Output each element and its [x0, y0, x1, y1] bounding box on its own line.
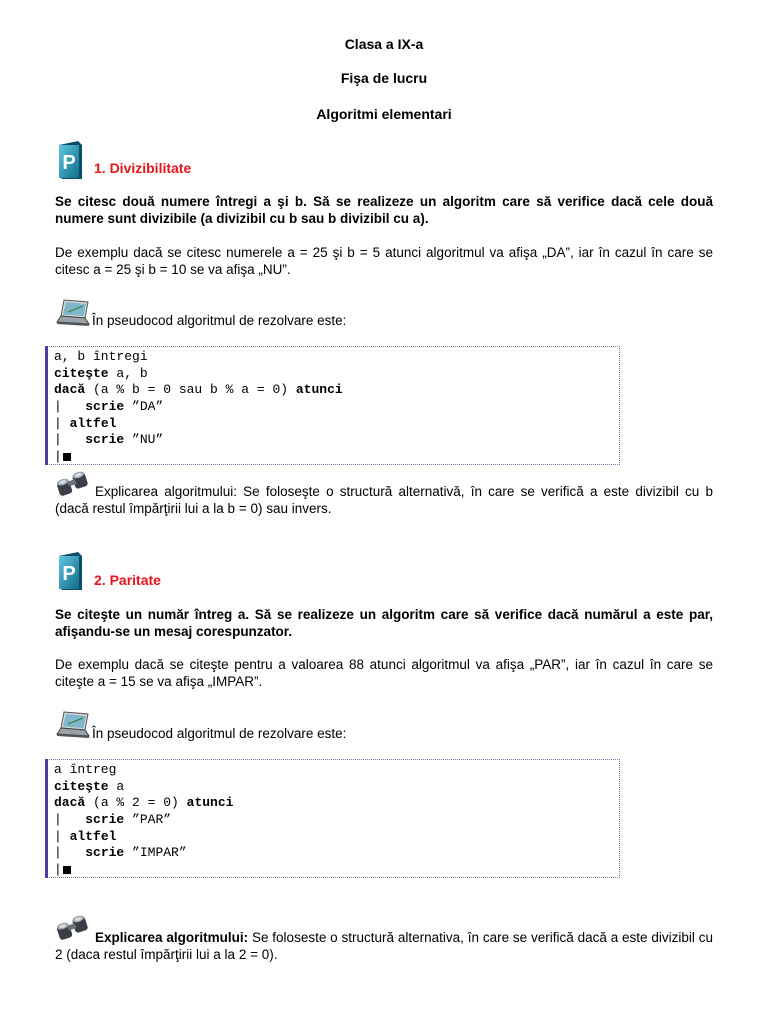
code-line	[54, 862, 619, 879]
section2-heading: 2. Paritate	[94, 572, 161, 588]
section1-example: De exemplu dacă se citesc numerele a = 25 şi b = 5 atunci algoritmul va afişa „DA”, iar în cazul în care se citesc a = 25 şi b = 10 se va afişa „NU”.	[55, 245, 713, 277]
text-cursor	[63, 866, 71, 874]
code-keyword: dacă	[54, 795, 86, 811]
code-line	[54, 416, 619, 433]
section2-code-block	[45, 759, 620, 878]
code-line	[54, 779, 619, 796]
code-line	[54, 795, 619, 812]
explanation-label: Explicarea algoritmului:	[95, 484, 237, 499]
code-text: (a % 2 = 0)	[85, 795, 187, 811]
code-line	[54, 829, 619, 846]
code-keyword: citeşte	[54, 365, 109, 381]
code-keyword: scrie	[85, 845, 125, 861]
code-keyword: dacă	[54, 382, 86, 398]
code-line	[54, 366, 619, 383]
code-line	[54, 449, 619, 466]
section2-statement: Se citeşte un număr întreg a. Să se realizeze un algoritm care să verifice dacă numărul a este par, afişandu-se un mesaj corespunzator.	[55, 607, 713, 639]
code-text: |	[54, 449, 62, 465]
code-line	[54, 812, 619, 829]
code-text: |	[54, 828, 70, 844]
code-keyword: scrie	[85, 812, 125, 828]
code-text: |	[54, 845, 86, 861]
svg-text:P: P	[62, 152, 76, 174]
code-keyword: scrie	[85, 399, 125, 415]
powerpoint-p-icon	[56, 550, 84, 597]
code-line	[54, 432, 619, 449]
section1-statement: Se citesc două numere întregi a şi b. Să se realizeze un algoritm care să verifice dacă cele două numere sunt divizibile (a divizibil cu b sau b divizibil cu a).	[55, 194, 713, 226]
section1-pseudocode-intro: În pseudocod algoritmul de rezolvare este:	[92, 313, 347, 328]
code-text: ”IMPAR”	[124, 845, 187, 861]
laptop-icon	[55, 710, 91, 745]
code-text: ”PAR”	[124, 812, 172, 828]
section1-heading: 1. Divizibilitate	[94, 160, 192, 176]
section2-example: De exemplu dacă se citeşte pentru a valoarea 88 atunci algoritmul va afişa „PAR”, iar în cazul în care se citeşte a = 15 se va afişa „IMPAR”.	[55, 657, 713, 689]
code-text: |	[54, 432, 86, 448]
code-keyword: atunci	[295, 382, 343, 398]
code-text: a, b	[108, 365, 148, 381]
code-accent-bar	[45, 346, 48, 465]
explanation-label: Explicarea algoritmului:	[95, 930, 249, 945]
code-text: |	[54, 415, 70, 431]
code-line	[54, 845, 619, 862]
code-text: a, b întregi	[54, 349, 148, 364]
section2-pseudocode-intro: În pseudocod algoritmul de rezolvare este:	[92, 726, 347, 741]
code-keyword: atunci	[186, 795, 234, 811]
section1-explanation	[55, 483, 713, 517]
code-text: ”DA”	[124, 399, 164, 415]
code-line	[54, 399, 619, 416]
explanation-text: Se foloseşte o structură alternativă, în care se verifică a este divizibil cu b (dacă restul împărţirii lui a la b = 0) sau invers.	[55, 484, 713, 516]
code-text: |	[54, 399, 86, 415]
code-text: a	[108, 778, 125, 794]
powerpoint-p-icon	[56, 139, 84, 186]
section1-code-block	[45, 346, 620, 465]
code-text: |	[54, 862, 62, 878]
code-line	[54, 382, 619, 399]
code-line	[54, 349, 619, 366]
code-keyword: altfel	[69, 828, 117, 844]
explanation-text: Se foloseste o structură alternativa, în care se verifică dacă a este divizibil cu 2 (daca restul împărţirii lui a la 2 = 0).	[55, 930, 713, 962]
topic-title: Algoritmi elementari	[316, 106, 452, 122]
laptop-icon	[55, 298, 91, 333]
worksheet-title: Fişa de lucru	[340, 70, 428, 86]
svg-text:P: P	[62, 563, 76, 585]
code-text: ”NU”	[124, 432, 164, 448]
code-keyword: citeşte	[54, 778, 109, 794]
code-line	[54, 762, 619, 779]
code-text: |	[54, 812, 86, 828]
text-cursor	[63, 453, 71, 461]
section2-explanation	[55, 929, 713, 963]
code-keyword: scrie	[85, 432, 125, 448]
code-text: a întreg	[54, 762, 117, 777]
code-keyword: altfel	[69, 415, 117, 431]
code-text: (a % b = 0 sau b % a = 0)	[85, 382, 296, 398]
class-title: Clasa a IX-a	[344, 36, 424, 52]
code-accent-bar	[45, 759, 48, 878]
